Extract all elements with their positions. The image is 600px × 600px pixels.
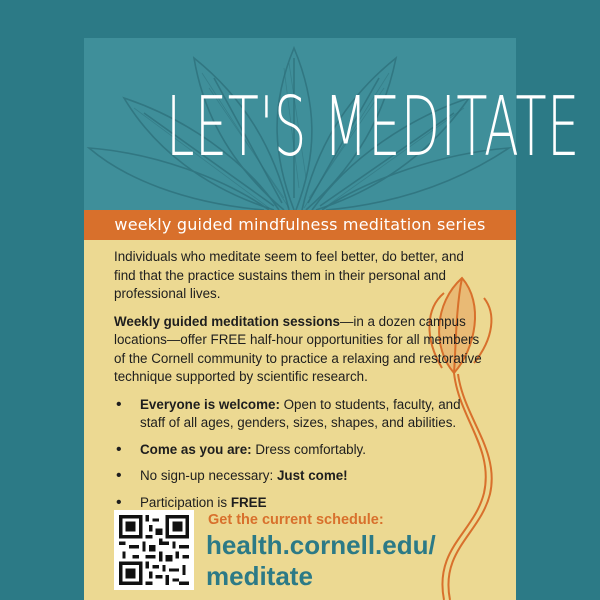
bullet-text: No sign-up necessary:: [140, 468, 277, 483]
sessions-lead: Weekly guided meditation sessions: [114, 313, 340, 329]
list-item: [114, 441, 484, 460]
poster-body: [114, 248, 484, 520]
list-item: [114, 467, 484, 486]
feature-list: [114, 396, 484, 513]
bullet-strong: Just come!: [276, 468, 348, 483]
subtitle-band: weekly guided mindfulness meditation series: [84, 210, 516, 240]
bullet-text: Participation is: [140, 494, 231, 510]
meditation-poster: [84, 38, 580, 600]
schedule-label: Get the current schedule:: [208, 512, 384, 528]
bullet-strong: Everyone is welcome:: [140, 396, 280, 412]
list-item: [114, 396, 484, 433]
bullet-strong: FREE: [230, 494, 267, 510]
bullet-text: Open to students, faculty, and staff of all ages, genders, sizes, shapes, and abilities.: [140, 396, 461, 430]
sessions-paragraph: [114, 313, 484, 387]
qr-code-icon[interactable]: [114, 510, 194, 590]
intro-paragraph: Individuals who meditate seem to feel better, do better, and find that the practice sustains them in their personal and professional lives.: [114, 249, 464, 301]
schedule-link[interactable]: health.cornell.edu/ meditate: [206, 530, 436, 591]
poster-title: LET'S MEDITATE: [166, 80, 580, 175]
sessions-text: —in a dozen campus locations—offer FREE half-hour opportunities for all members of the Cornell community to practice a relaxing and restorative technique supported by scientific research.: [114, 313, 482, 384]
poster-header: [84, 38, 580, 210]
bullet-text: Dress comfortably.: [251, 441, 366, 457]
bullet-strong: Come as you are:: [140, 441, 252, 457]
